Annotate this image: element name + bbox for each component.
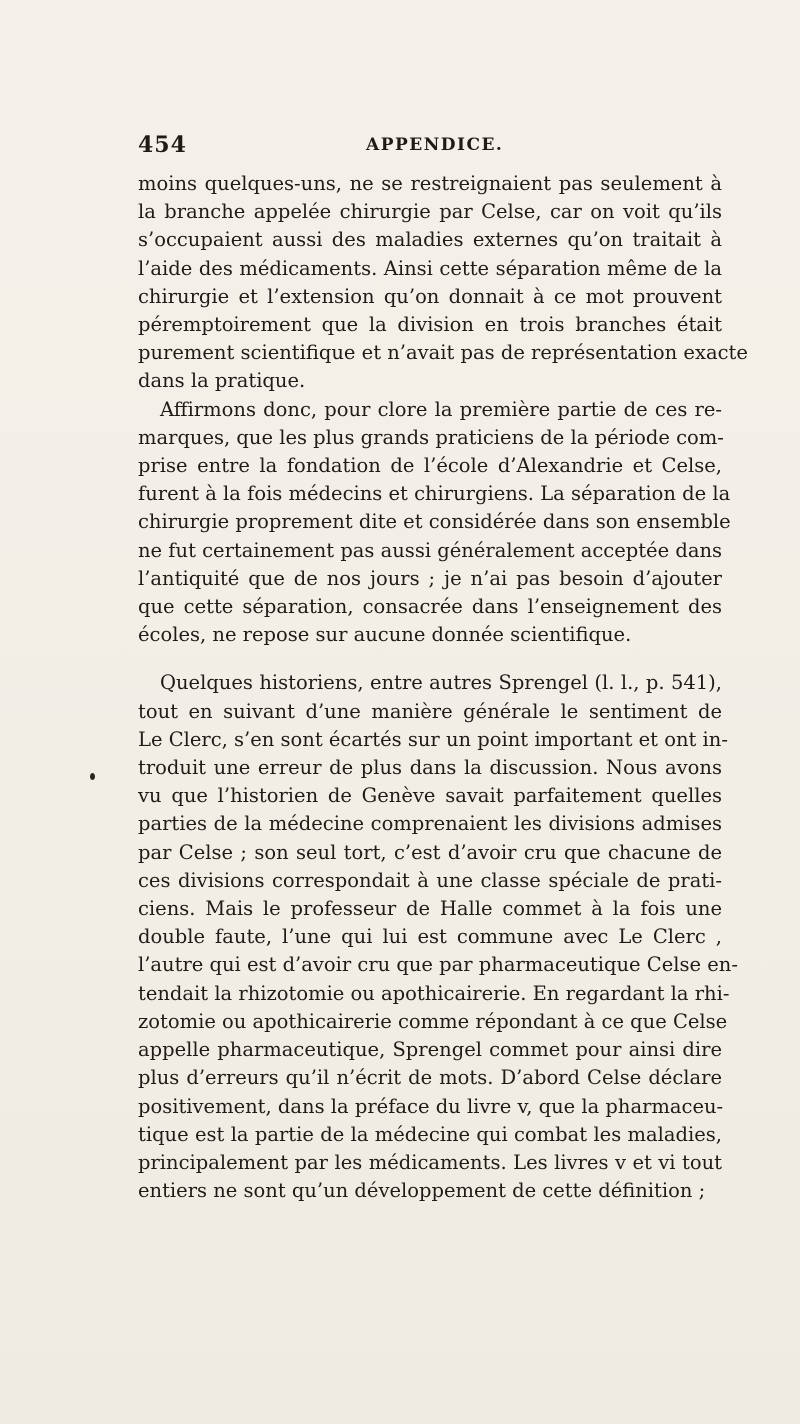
text-line: Affirmons donc, pour clore la première partie de ces re-	[160, 397, 722, 421]
paragraph-2	[138, 396, 731, 650]
text-line: vu que l’historien de Genève savait parfaitement quelles	[138, 784, 722, 808]
text-line: plus d’erreurs qu’il n’écrit de mots. D’abord Celse déclare	[138, 1066, 722, 1090]
running-header	[138, 132, 722, 162]
text-line: l’antiquité que de nos jours ; je n’ai pas besoin d’ajouter	[138, 566, 722, 590]
text-line: tique est la partie de la médecine qui combat les maladies,	[138, 1122, 722, 1146]
paragraph-3	[138, 669, 738, 1205]
text-line: ne fut certainement pas aussi généralement acceptée dans	[138, 538, 723, 562]
text-line: double faute, l’une qui lui est commune avec Le Clerc ,	[138, 925, 722, 949]
text-line: ciens. Mais le professeur de Halle commet à la fois une	[138, 897, 722, 921]
text-line: s’occupaient aussi des maladies externes qu’on traitait à	[138, 228, 722, 252]
text-line: appelle pharmaceutique, Sprengel commet pour ainsi dire	[138, 1038, 722, 1062]
text-line: moins quelques-uns, ne se restreignaient pas seulement à	[138, 172, 722, 195]
text-line: zotomie ou apothicairerie comme répondant à ce que Celse	[138, 1009, 728, 1033]
text-line: écoles, ne repose sur aucune donnée scientifique.	[138, 623, 632, 647]
text-line: chirurgie et l’extension qu’on donnait à ce mot prouvent	[138, 284, 722, 308]
text-line: furent à la fois médecins et chirurgiens. La séparation de la	[138, 482, 731, 506]
running-title: APPENDICE.	[366, 135, 504, 155]
text-line: Quelques historiens, entre autres Sprengel (l. l., p. 541),	[160, 671, 722, 695]
text-line: tout en suivant d’une manière générale le sentiment de	[138, 699, 722, 723]
text-line: la branche appelée chirurgie par Celse, car on voit qu’ils	[138, 200, 722, 224]
text-line: dans la pratique.	[138, 369, 306, 393]
text-line: entiers ne sont qu’un développement de cette définition ;	[138, 1179, 706, 1203]
text-line: troduit une erreur de plus dans la discussion. Nous avons	[138, 756, 722, 780]
text-line: chirurgie proprement dite et considérée dans son ensemble	[138, 510, 731, 534]
text-line: par Celse ; son seul tort, c’est d’avoir cru que chacune de	[138, 840, 722, 864]
text-line: principalement par les médicaments. Les livres v et vi tout	[138, 1150, 722, 1174]
text-line: l’aide des médicaments. Ainsi cette séparation même de la	[138, 256, 722, 280]
text-line: tendait la rhizotomie ou apothicairerie. En regardant la rhi-	[138, 981, 730, 1005]
text-line: l’autre qui est d’avoir cru que par pharmaceutique Celse en-	[138, 953, 738, 977]
margin-mark	[90, 773, 95, 780]
text-line: parties de la médecine comprenaient les divisions admises	[138, 812, 722, 836]
text-line: Le Clerc, s’en sont écartés sur un point important et ont in-	[138, 727, 728, 751]
page-number: 454	[138, 132, 187, 158]
text-line: purement scientifique et n’avait pas de représentation exacte	[138, 341, 748, 365]
text-line: que cette séparation, consacrée dans l’enseignement des	[138, 595, 722, 619]
body-text	[138, 170, 748, 1205]
text-line: péremptoirement que la division en trois branches était	[138, 313, 722, 337]
text-line: prise entre la fondation de l’école d’Alexandrie et Celse,	[138, 454, 722, 478]
paragraph-1	[138, 170, 748, 396]
text-line: marques, que les plus grands praticiens de la période com-	[138, 425, 724, 449]
text-line: positivement, dans la préface du livre v, que la pharmaceu-	[138, 1094, 724, 1118]
text-line: ces divisions correspondait à une classe spéciale de prati-	[138, 868, 722, 892]
